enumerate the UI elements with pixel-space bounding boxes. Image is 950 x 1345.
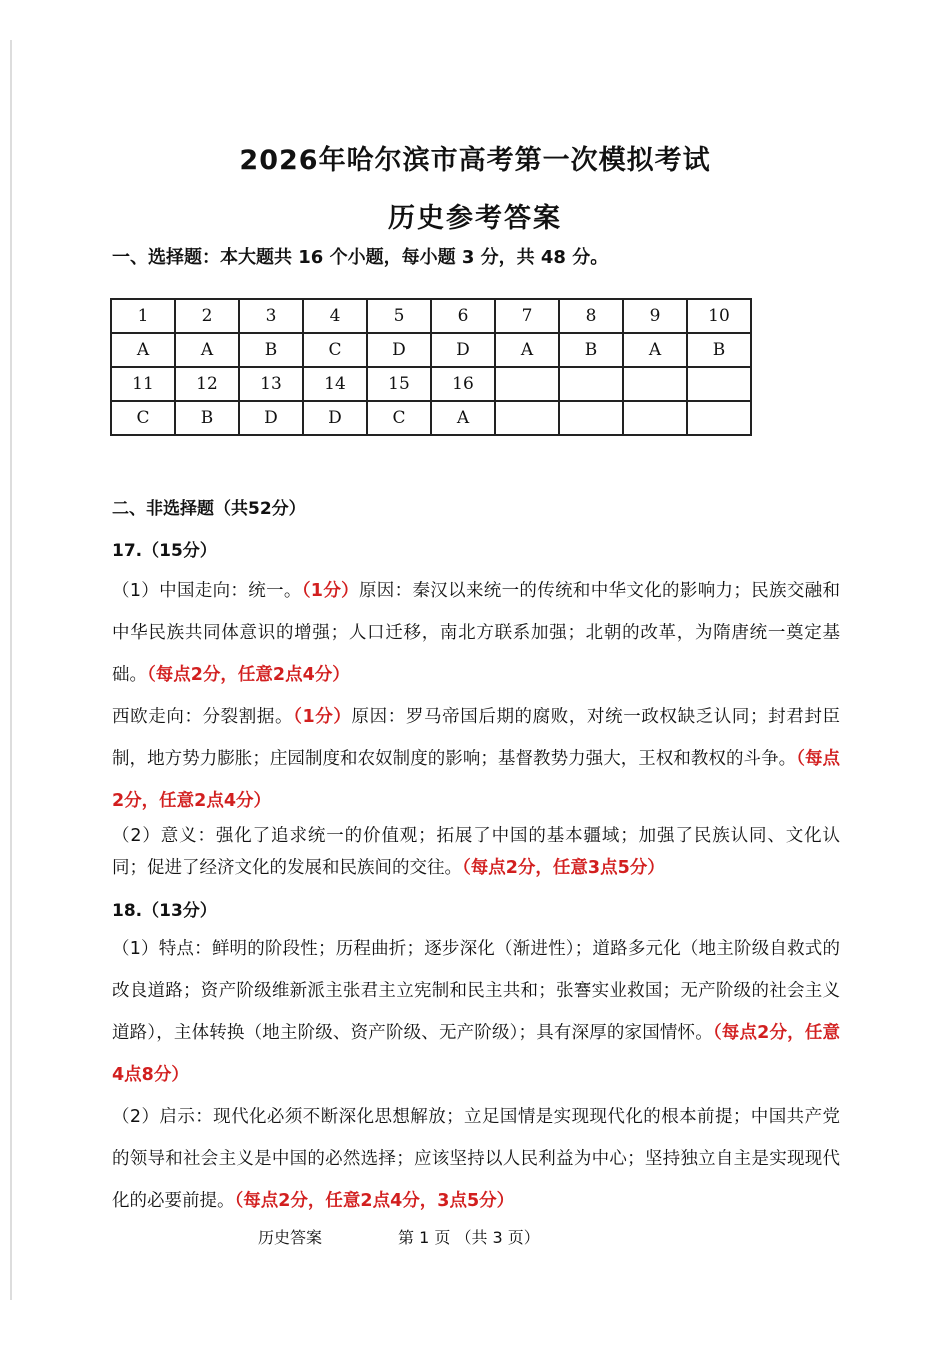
question-number-cell: 7 [495,299,559,333]
q17-p1-score-b: （每点2分，任意2点4分） [147,665,350,685]
question-number-cell: 8 [559,299,623,333]
q18-p1-score: （每点2分，任意4点8分） [112,1023,840,1085]
answer-cell [623,401,687,435]
answer-cell: A [623,333,687,367]
answer-cell: A [111,333,175,367]
answer-cell: D [239,401,303,435]
question-number-cell [623,367,687,401]
question-number-cell: 16 [431,367,495,401]
question-number-cell: 1 [111,299,175,333]
answer-table-number-row [111,367,751,401]
q18-p2-text: （2）启示：现代化必须不断深化思想解放；立足国情是实现现代化的根本前提；中国共产党的领导和社会主义是中国的必然选择；应该坚持以人民利益为中心；坚持独立自主是实现现代化的必要前提。 [112,1107,840,1211]
answer-cell: A [495,333,559,367]
question-number-cell: 2 [175,299,239,333]
answer-cell [559,401,623,435]
q18-p1-text: （1）特点：鲜明的阶段性；历程曲折；逐步深化（渐进性）；道路多元化（地主阶级自救式的改良道路；资产阶级维新派主张君主立宪制和民主共和；张謇实业救国；无产阶级的社会主义道路），主体转换（地主阶级、资产阶级、无产阶级）；具有深厚的家国情怀。 [112,939,840,1043]
question-number-cell: 12 [175,367,239,401]
exam-subtitle: 历史参考答案 [388,203,562,234]
footer-subject: 历史答案 [258,1228,323,1247]
answer-cell: D [431,333,495,367]
answer-cell: B [175,401,239,435]
question-number-cell: 14 [303,367,367,401]
q17-p3-score: （每点2分，任意3点5分） [462,858,665,878]
q18-heading: 18.（13分） [112,901,217,921]
question-number-cell: 10 [687,299,751,333]
answer-cell: A [431,401,495,435]
question-number-cell: 11 [111,367,175,401]
question-number-cell: 3 [239,299,303,333]
exam-title: 2026年哈尔滨市高考第一次模拟考试 [239,145,711,176]
section1-heading: 一、选择题：本大题共 16 个小题，每小题 3 分，共 48 分。 [112,247,609,268]
answer-cell: C [111,401,175,435]
q17-p2-text-b: 原因：罗马帝国后期的腐败，对统一政权缺乏认同；封君封臣制，地方势力膨胀；庄园制度和农奴制度的影响；基督教势力强大，王权和教权的斗争。 [112,707,840,769]
answer-cell: B [239,333,303,367]
q18-part1 [112,928,840,1096]
q17-part2 [112,820,840,884]
q17-p2-score-b: （每点2分，任意2点4分） [112,749,841,811]
question-number-cell: 5 [367,299,431,333]
answer-cell [495,401,559,435]
question-number-cell: 15 [367,367,431,401]
q18-part2 [112,1096,840,1222]
q17-part1-china [112,570,840,696]
answer-cell [687,401,751,435]
q18-p2-score: （每点2分，任意2点4分，3点5分） [234,1191,515,1211]
question-number-cell: 13 [239,367,303,401]
answer-table-number-row [111,299,751,333]
question-number-cell: 4 [303,299,367,333]
q17-p1-text-b: 原因：秦汉以来统一的传统和中华文化的影响力；民族交融和中华民族共同体意识的增强；人口迁移，南北方联系加强；北朝的改革，为隋唐统一奠定基础。 [112,581,840,685]
answer-cell: B [559,333,623,367]
q17-p2-score-a: （1分） [293,707,352,727]
answer-cell: D [303,401,367,435]
answer-cell: D [367,333,431,367]
answer-cell: C [303,333,367,367]
q17-heading: 17.（15分） [112,541,217,561]
q17-p3-text: （2）意义：强化了追求统一的价值观；拓展了中国的基本疆域；加强了民族认同、文化认同；促进了经济文化的发展和民族间的交往。 [112,826,840,878]
answer-cell: C [367,401,431,435]
question-number-cell: 6 [431,299,495,333]
q17-p1-text-a: （1）中国走向：统一。 [112,581,302,601]
answer-cell: B [687,333,751,367]
section2-heading: 二、非选择题（共52分） [112,499,306,519]
question-number-cell: 9 [623,299,687,333]
q17-p2-text-a: 西欧走向：分裂割据。 [112,707,294,727]
question-number-cell [495,367,559,401]
answer-cell: A [175,333,239,367]
answer-table-answer-row [111,333,751,367]
q17-p1-score-a: （1分） [301,581,359,601]
question-number-cell [687,367,751,401]
answer-table-answer-row [111,401,751,435]
footer-page-number: 第 1 页 （共 3 页） [398,1228,540,1247]
q17-part1-europe [112,696,840,822]
question-number-cell [559,367,623,401]
answer-table [110,298,752,436]
